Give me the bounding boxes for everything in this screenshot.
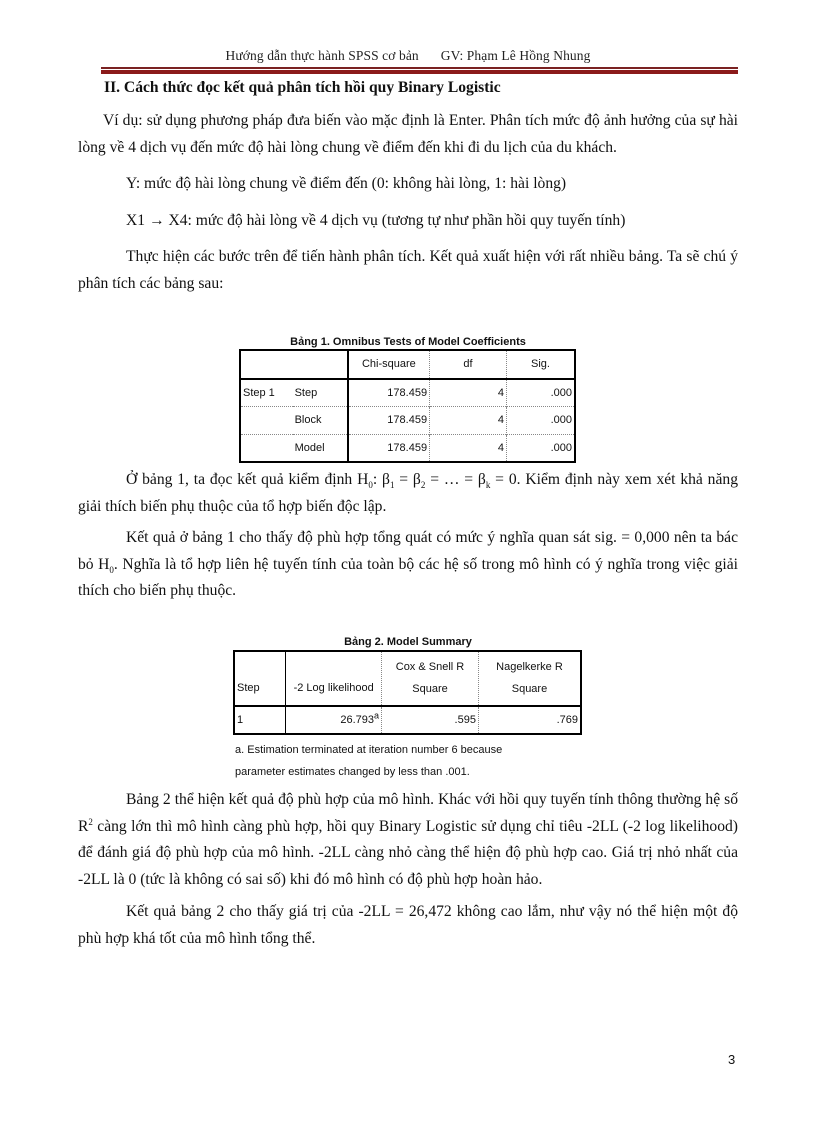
table1-cell: .000 (550, 441, 572, 454)
paragraph-table1-reading: Ở bảng 1, ta đọc kết quả kiểm định $H_0$: $\beta_1 = \beta_2$ = … = $\beta_k = 0$. Kiểm định này xem xét khả năng giải thích biến phụ thuộc của tổ hợp biến độc lập. (78, 471, 738, 515)
table1-cell: 178.459 (348, 407, 430, 435)
table2 (233, 650, 582, 736)
table2-cell: 26.793$^a$ (286, 706, 382, 735)
table2-title: Bảng 2. Model Summary (344, 635, 472, 648)
page-header (0, 48, 816, 64)
table1-header-sig: Sig. (531, 358, 550, 370)
table1-cell: 4 (430, 379, 507, 407)
table2-header-step: Step (234, 651, 286, 706)
paragraph-table2-result: Kết quả bảng 2 cho thấy giá trị của -2LL = 26,472 không cao lắm, như vậy nó thể hiện một độ phù hợp khá tốt của mô hình tổng thể. (78, 903, 738, 947)
table1-header-df: df (430, 350, 507, 379)
paragraph-table2-meaning: Bảng 2 thể hiện kết quả độ phù hợp của mô hình. Khác với hồi quy tuyến tính thông thường hệ số $R^2$ càng lớn thì mô hình càng phù hợp, hồi quy Binary Logistic sử dụng chỉ tiêu -2LL (-2 log likelihood) để đánh giá độ phù hợp của mô hình. -2LL càng nhỏ càng thể hiện độ phù hợp cao. Giá trị nhỏ nhất của -2LL là 0 (tức là không có sai số) khi đó mô hình có độ phù hợp hoàn hảo. (78, 791, 738, 888)
table1-cell: 4 (430, 434, 507, 462)
table1-cell: 178.459 (348, 434, 430, 462)
table2-header-loglik: -2 Log likelihood (286, 651, 382, 706)
table1-step-label: Step 1 (243, 386, 275, 399)
table1-block (78, 335, 738, 463)
header-rule-thick (101, 70, 738, 74)
table1-cell: .000 (550, 414, 572, 426)
table2-cell: .769 (556, 713, 578, 726)
table2-cell: .595 (382, 706, 479, 735)
section-title: II. Cách thức đọc kết quả phân tích hồi quy Binary Logistic (104, 79, 501, 96)
paragraph-y: Y: mức độ hài lòng chung về điểm đến (0: không hài lòng, 1: hài lòng) (126, 175, 567, 192)
page-content (78, 76, 738, 952)
table1-row-label: Block (293, 407, 348, 435)
table1-cell: .000 (550, 386, 572, 399)
table1-title: Bảng 1. Omnibus Tests of Model Coefficients (290, 336, 526, 348)
paragraph-x: X1 → X4: mức độ hài lòng về 4 dịch vụ (tương tự như phần hồi quy tuyến tính) (126, 211, 626, 229)
table1-row-label: Model (293, 434, 348, 462)
table1-cell: 4 (430, 407, 507, 435)
paragraph-example: Ví dụ: sử dụng phương pháp đưa biến vào mặc định là Enter. Phân tích mức độ ảnh hưởng của sự hài lòng về 4 dịch vụ đến mức độ hài lòng chung về điểm đến khi đi du lịch của du khách. (78, 112, 738, 156)
table2-footnote: a. Estimation terminated at iteration number 6 because parameter estimates changed by less than .001. (235, 744, 503, 778)
page-number: 3 (728, 1052, 736, 1067)
header-rule-thin (101, 67, 738, 69)
table1-cell: 178.459 (348, 379, 430, 407)
paragraph-steps: Thực hiện các bước trên để tiến hành phân tích. Kết quả xuất hiện với rất nhiều bảng. Ta sẽ chú ý phân tích các bảng sau: (78, 248, 738, 292)
table1-row-label: Step (293, 379, 348, 407)
table2-cell: 1 (234, 706, 286, 735)
table1 (239, 349, 576, 463)
table1-header-chi: Chi-square (348, 350, 430, 379)
table2-header-nag: Nagelkerke R Square (496, 661, 563, 695)
table2-block (78, 635, 738, 784)
header-left: Hướng dẫn thực hành SPSS cơ bản (225, 48, 419, 63)
paragraph-table1-result: Kết quả ở bảng 1 cho thấy độ phù hợp tổng quát có mức ý nghĩa quan sát sig. = 0,000 nên ta bác bỏ $H_0$. Nghĩa là tổ hợp liên hệ tuyến tính của toàn bộ các hệ số trong mô hình có ý nghĩa trong việc giải thích cho biến phụ thuộc. (78, 529, 738, 599)
table2-header-cox: Cox & Snell R Square (382, 651, 479, 706)
header-right: GV: Phạm Lê Hồng Nhung (440, 48, 591, 63)
